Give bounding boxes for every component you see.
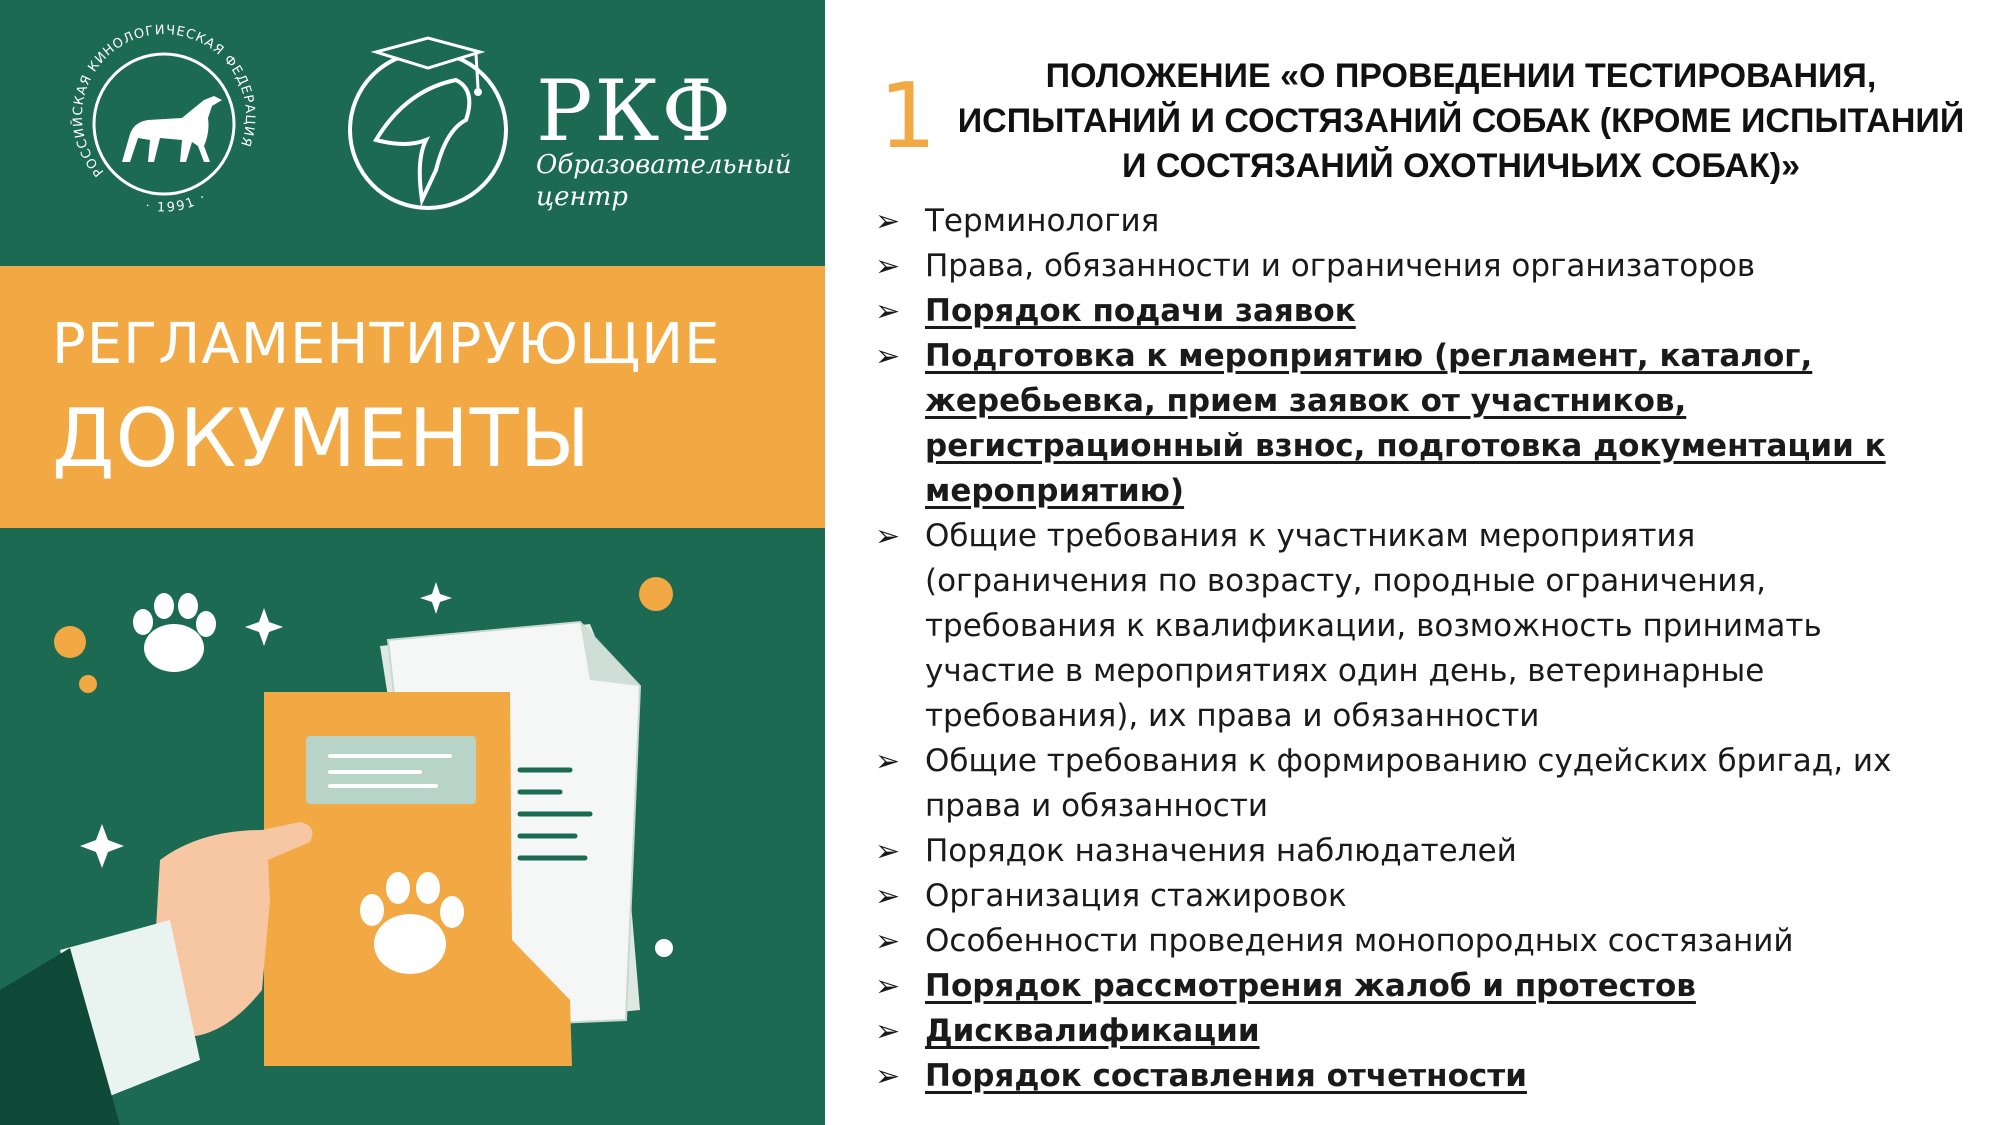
decor-dot — [655, 939, 673, 957]
arrow-bullet-icon: ➢ — [875, 1014, 901, 1049]
arrow-bullet-icon: ➢ — [875, 339, 901, 374]
topic-text: Общие требования к формированию судейских бригад, их права и обязанности — [925, 743, 1892, 824]
arrow-bullet-icon: ➢ — [875, 834, 901, 869]
svg-text:РОССИЙСКАЯ КИНОЛОГИЧЕСКАЯ ФЕДЕ: РОССИЙСКАЯ КИНОЛОГИЧЕСКАЯ ФЕДЕРАЦИЯ — [70, 22, 258, 180]
topic-text: Дисквалификации — [925, 1013, 1260, 1049]
topic-text: Организация стажировок — [925, 878, 1347, 914]
federation-emblem-logo — [64, 22, 264, 232]
banner-title-line1: РЕГЛАМЕНТИРУЮЩИЕ — [52, 312, 721, 377]
sparkle-icon — [245, 608, 283, 646]
arrow-bullet-icon: ➢ — [875, 204, 901, 239]
paw-icon — [133, 593, 216, 672]
topic-item — [875, 874, 1995, 919]
topic-text: Порядок рассмотрения жалоб и протестов — [925, 968, 1696, 1004]
banner-title-line2: ДОКУМЕНТЫ — [52, 392, 592, 485]
rkf-subtitle-line1: Образовательный — [536, 150, 792, 180]
topic-text: Подготовка к мероприятию (регламент, каталог, жеребьевка, прием заявок от участников, регистрационный взнос, подготовка документации к мероприятию) — [925, 338, 1886, 509]
topic-text: Терминология — [925, 203, 1160, 239]
topic-text: Порядок назначения наблюдателей — [925, 833, 1517, 869]
topic-text: Права, обязанности и ограничения организаторов — [925, 248, 1756, 284]
topic-list — [875, 199, 1995, 1099]
topic-item — [875, 919, 1995, 964]
section-title-line: ИСПЫТАНИЙ И СОСТЯЗАНИЙ СОБАК (КРОМЕ ИСПЫТАНИЙ — [957, 102, 1965, 140]
topic-item — [875, 334, 1995, 514]
decor-dot — [639, 577, 673, 611]
rkf-subtitle-line2: центр — [536, 182, 628, 212]
sparkle-icon — [420, 582, 452, 614]
topic-item — [875, 199, 1995, 244]
rkf-letters: РКФ — [536, 62, 734, 160]
left-panel — [0, 0, 825, 1125]
topic-text: Порядок составления отчетности — [925, 1058, 1527, 1094]
decor-dot — [79, 675, 97, 693]
arrow-bullet-icon: ➢ — [875, 519, 901, 554]
topic-item — [875, 1054, 1995, 1099]
topic-text: Особенности проведения монопородных состязаний — [925, 923, 1794, 959]
topic-text: Общие требования к участникам мероприятия (ограничения по возрасту, породные ограничения, требования к квалификации, возможность принимать участие в мероприятиях один день, ветеринарные требования), их права и обязанности — [925, 518, 1822, 734]
arrow-bullet-icon: ➢ — [875, 924, 901, 959]
section-title-line: ПОЛОЖЕНИЕ «О ПРОВЕДЕНИИ ТЕСТИРОВАНИЯ, — [1045, 57, 1877, 95]
svg-text:· 1991 ·: · 1991 · — [143, 189, 210, 216]
right-panel — [825, 0, 2000, 1125]
topic-item — [875, 244, 1995, 289]
decor-dot — [54, 626, 86, 658]
arrow-bullet-icon: ➢ — [875, 744, 901, 779]
borzoi-graduate-icon — [336, 30, 526, 220]
arrow-bullet-icon: ➢ — [875, 969, 901, 1004]
section-number: 1 — [879, 64, 937, 169]
topic-item — [875, 514, 1995, 739]
topic-item — [875, 739, 1995, 829]
topic-item — [875, 829, 1995, 874]
section-title-line: И СОСТЯЗАНИЙ ОХОТНИЧЬИХ СОБАК)» — [1121, 147, 1801, 185]
arrow-bullet-icon: ➢ — [875, 1059, 901, 1094]
arrow-bullet-icon: ➢ — [875, 879, 901, 914]
arrow-bullet-icon: ➢ — [875, 294, 901, 329]
rkf-education-logo — [336, 30, 792, 220]
sparkle-icon — [80, 824, 124, 868]
arrow-bullet-icon: ➢ — [875, 249, 901, 284]
topic-text: Порядок подачи заявок — [925, 293, 1356, 329]
topic-item — [875, 964, 1995, 1009]
topic-item — [875, 289, 1995, 334]
topic-item — [875, 1009, 1995, 1054]
section-title — [921, 54, 2000, 189]
documents-illustration — [0, 560, 825, 1125]
